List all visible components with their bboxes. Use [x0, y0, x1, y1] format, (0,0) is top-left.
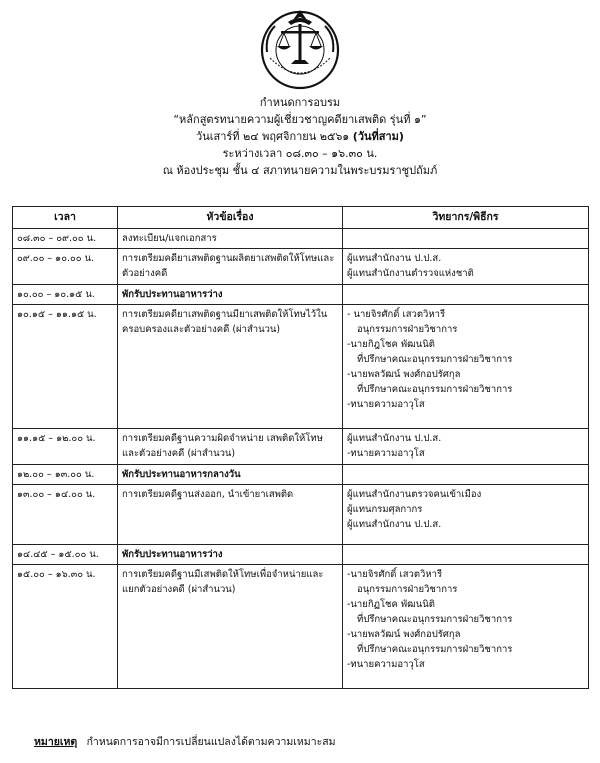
- speaker-line: ผู้แทนสำนักงาน ป.ป.ส.: [347, 519, 442, 530]
- row-topic: การเตรียมคดียาเสพติดฐานผลิตยาเสพติดให้โทษและตัวอย่างคดี: [118, 249, 343, 285]
- speaker-line: ที่ปรึกษาคณะอนุกรรมการฝ่ายวิชาการ: [357, 354, 513, 365]
- document-header: [0, 94, 600, 179]
- row-speakers: [343, 285, 589, 305]
- course-name: “หลักสูตรทนายความผู้เชี่ยวชาญคดียาเสพติด รุ่นที่ ๑”: [173, 113, 427, 126]
- footnote: [34, 733, 336, 750]
- table-row: [13, 429, 589, 465]
- speaker-line: -ทนายความอาวุโส: [347, 659, 425, 670]
- row-speakers: [343, 565, 589, 689]
- row-speakers: [343, 429, 589, 465]
- table-row: [13, 229, 589, 249]
- speaker-line: -นายพลวัฒน์ พงศ์กอปรัศกุล: [347, 629, 461, 640]
- row-speakers: [343, 465, 589, 485]
- row-time: ๑๕.๐๐ – ๑๖.๓๐ น.: [13, 565, 118, 689]
- row-time: ๐๘.๓๐ – ๐๙.๐๐ น.: [13, 229, 118, 249]
- event-date: [0, 128, 600, 145]
- speaker-line: ผู้แทนกรมศุลกากร: [347, 504, 423, 515]
- row-speakers: [343, 249, 589, 285]
- speaker-line: ที่ปรึกษาคณะอนุกรรมการฝ่ายวิชาการ: [357, 384, 513, 395]
- speaker-line: -นายจิรศักดิ์ เสวตวิหารี: [347, 569, 443, 580]
- table-row: [13, 305, 589, 429]
- event-time: ระหว่างเวลา ๐๘.๓๐ – ๑๖.๓๐ น.: [222, 147, 378, 160]
- row-speakers: [343, 305, 589, 429]
- row-topic: การเตรียมคดีฐานความผิดจำหน่าย เสพติดให้โทษและตัวอย่างคดี (ผ่าสำนวน): [118, 429, 343, 465]
- row-time: ๑๑.๑๕ – ๑๒.๐๐ น.: [13, 429, 118, 465]
- event-day-number: (วันที่สาม): [352, 130, 404, 143]
- row-topic: การเตรียมคดีฐานส่งออก, นำเข้ายาเสพติด: [118, 485, 343, 545]
- speaker-line: -ทนายความอาวุโส: [347, 448, 425, 459]
- row-time: ๑๐.๐๐ – ๑๐.๑๕ น.: [13, 285, 118, 305]
- header-time: เวลา: [13, 207, 118, 229]
- table-row-break: [13, 465, 589, 485]
- lawyers-council-seal-logo: [255, 6, 345, 92]
- speaker-line: ผู้แทนสำนักงาน ป.ป.ส.: [347, 253, 442, 264]
- row-topic-break: พักรับประทานอาหารว่าง: [118, 285, 343, 305]
- table-row-break: [13, 545, 589, 565]
- event-date-text: วันเสาร์ที่ ๒๔ พฤศจิกายน ๒๕๖๑: [196, 130, 350, 143]
- speaker-line: -นายกิฏโชค พัฒนนิติ: [347, 599, 435, 610]
- row-time: ๑๐.๑๕ – ๑๑.๑๕ น.: [13, 305, 118, 429]
- speaker-line: ที่ปรึกษาคณะอนุกรรมการฝ่ายวิชาการ: [357, 644, 513, 655]
- speaker-line: -ทนายความอาวุโส: [347, 399, 425, 410]
- row-topic-break: พักรับประทานอาหารว่าง: [118, 545, 343, 565]
- row-time: ๑๔.๔๕ – ๑๕.๐๐ น.: [13, 545, 118, 565]
- speaker-line: อนุกรรมการฝ่ายวิชาการ: [357, 324, 458, 335]
- scales-of-justice-seal-icon: [255, 6, 345, 92]
- table-row: [13, 485, 589, 545]
- speaker-line: -นายกิฎโชค พัฒนนิติ: [347, 339, 435, 350]
- row-topic-break: พักรับประทานอาหารกลางวัน: [118, 465, 343, 485]
- row-topic: การเตรียมคดียาเสพติดฐานมียาเสพติดให้โทษไว้ในครอบครองและตัวอย่างคดี (ผ่าสำนวน): [118, 305, 343, 429]
- row-speakers: [343, 545, 589, 565]
- row-speakers: [343, 485, 589, 545]
- footnote-text: กำหนดการอาจมีการเปลี่ยนแปลงได้ตามความเหมาะสม: [86, 736, 336, 748]
- speaker-line: ผู้แทนสำนักงานตำรวจแห่งชาติ: [347, 268, 474, 279]
- table-row: [13, 565, 589, 689]
- header-topic: หัวข้อเรื่อง: [118, 207, 343, 229]
- table-row: [13, 249, 589, 285]
- event-venue: ณ ห้องประชุม ชั้น ๔ สภาทนายความในพระบรมราชูปถัมภ์: [162, 164, 438, 177]
- row-time: ๐๙.๐๐ – ๑๐.๐๐ น.: [13, 249, 118, 285]
- row-topic: การเตรียมคดีฐานมีเสพติดให้โทษเพื่อจำหน่ายและแยกตัวอย่างคดี (ผ่าสำนวน): [118, 565, 343, 689]
- table-row-break: [13, 285, 589, 305]
- schedule-table: [12, 206, 589, 689]
- row-time: ๑๓.๐๐ – ๑๔.๐๐ น.: [13, 485, 118, 545]
- row-time: ๑๒.๐๐ – ๑๓.๐๐ น.: [13, 465, 118, 485]
- speaker-line: อนุกรรมการฝ่ายวิชาการ: [357, 584, 458, 595]
- speaker-line: ที่ปรึกษาคณะอนุกรรมการฝ่ายวิชาการ: [357, 614, 513, 625]
- header-title: กำหนดการอบรม: [259, 96, 341, 109]
- speaker-line: ผู้แทนสำนักงาน ป.ป.ส.: [347, 433, 442, 444]
- row-speakers: [343, 229, 589, 249]
- speaker-line: - นายจิรศักดิ์ เสวตวิหารี: [347, 309, 446, 320]
- speaker-line: -นายพลวัฒน์ พงศ์กอปรัศกุล: [347, 369, 461, 380]
- row-topic: ลงทะเบียน/แจกเอกสาร: [118, 229, 343, 249]
- speaker-line: ผู้แทนสำนักงานตรวจคนเข้าเมือง: [347, 489, 482, 500]
- header-speakers: วิทยากร/พิธีกร: [343, 207, 589, 229]
- table-header-row: [13, 207, 589, 229]
- footnote-label: หมายเหตุ: [34, 736, 78, 748]
